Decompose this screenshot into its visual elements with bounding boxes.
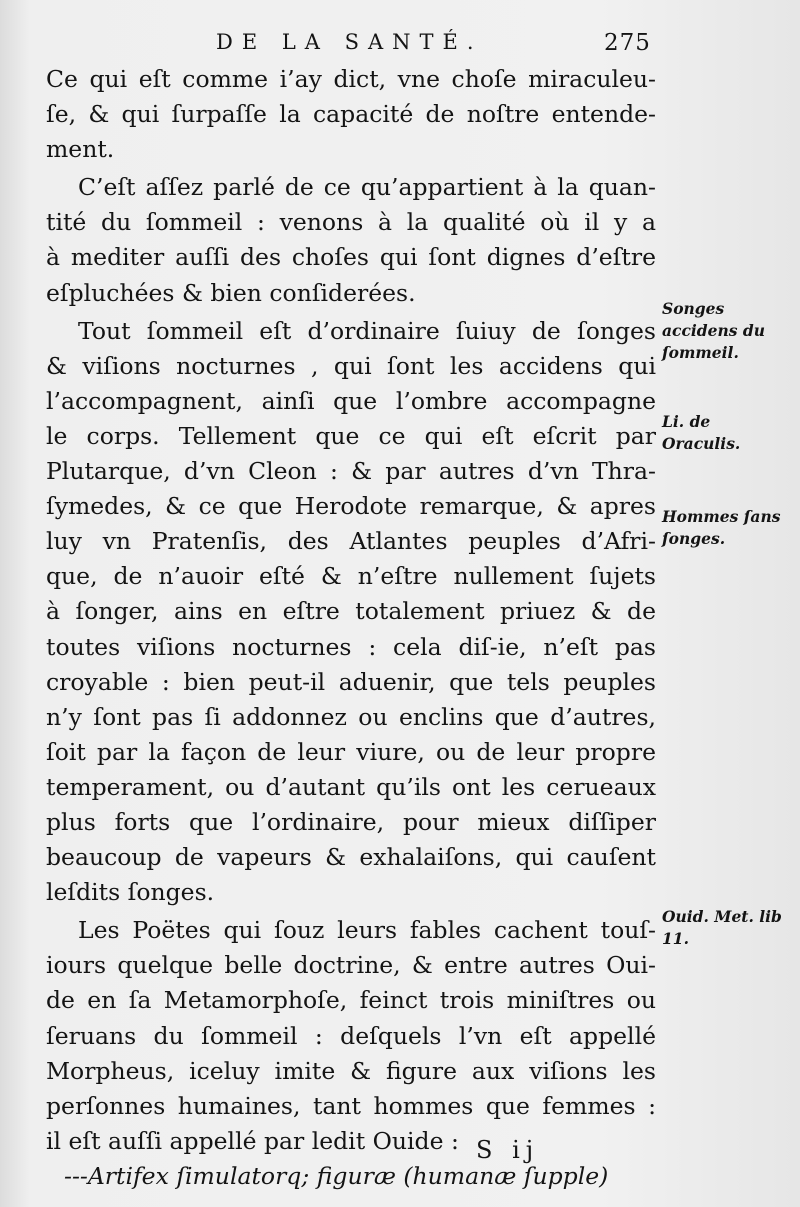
text-line: l’accompagnent, ainſi que l’ombre accompagne (46, 386, 656, 415)
text-line: toutes viſions nocturnes : cela diſ-ie, n’eſt pas (46, 632, 656, 661)
text-line: que, de n’auoir eſté & n’eſtre nullement ſujets (46, 562, 656, 591)
text-line: C’eſt aſſez parlé de ce qu’appartient à la quan- (78, 173, 656, 202)
text-line: & viſions nocturnes , qui ſont les accidens qui (46, 351, 656, 380)
text-line: n’y ſont pas ſi addonnez ou enclins que d’autres, (46, 702, 656, 731)
text-line: iours quelque belle doctrine, & entre autres Oui- (46, 951, 656, 980)
text-line: luy vn Pratenſis, des Atlantes peuples d’Afri- (46, 527, 656, 556)
text-line: ſe, & qui ſurpaſſe la capacité de noſtre entende- (46, 100, 656, 129)
text-line: ſeruans du ſommeil : deſquels l’vn eſt appellé (46, 1021, 656, 1050)
text-line: temperament, ou d’autant qu’ils ont les cerueaux (46, 772, 656, 801)
text-line: Tout ſommeil eſt d’ordinaire ſuiuy de ſonges (78, 316, 656, 345)
signature-mark: S ij (476, 1136, 540, 1164)
running-head: DE LA SANTÉ. (216, 30, 483, 54)
text-line: plus forts que l’ordinaire, pour mieux diſſiper (46, 807, 656, 836)
text-line: perſonnes humaines, tant hommes que femmes : (46, 1091, 656, 1120)
margin-note-songes: Songes accidens du ſommeil. (662, 299, 766, 362)
text-line: le corps. Tellement que ce qui eſt eſcrit par (46, 421, 656, 450)
text-line: de en ſa Metamorphoſe, feinct trois miniſtres ou (46, 986, 656, 1015)
text-line: il eſt auſſi appellé par ledit Ouide : (46, 1126, 459, 1155)
text-line: beaucoup de vapeurs & exhalaiſons, qui cauſent (46, 843, 656, 872)
body-text (46, 62, 656, 1194)
text-line: eſpluchées & bien conſiderées. (46, 278, 416, 307)
text-line: à mediter auſſi des choſes qui ſont dignes d’eſtre (46, 243, 656, 272)
text-line: Les Poëtes qui ſouz leurs fables cachent touſ- (78, 916, 656, 945)
text-line: croyable : bien peut-il aduenir, que tels peuples (46, 667, 656, 696)
text-line: à ſonger, ains en eſtre totalement priuez & de (46, 597, 656, 626)
text-line: ment. (46, 135, 115, 164)
margin-note-hommes: Hommes ſans ſonges. (662, 507, 781, 548)
text-line: Morpheus, iceluy imite & figure aux viſions les (46, 1056, 656, 1085)
text-line: leſdits ſonges. (46, 878, 215, 907)
text-line: Plutarque, d’vn Cleon : & par autres d’vn Thra- (46, 457, 656, 486)
text-line: tité du ſommeil : venons à la qualité où il y a (46, 208, 656, 237)
page-number: 275 (604, 30, 651, 56)
text-line: Ce qui eſt comme i’ay dict, vne choſe miraculeu- (46, 65, 656, 93)
verse-quotation: ---Artifex ſimulatorq; figuræ (humanæ ſupple) (64, 1161, 609, 1190)
margin-note-oraculis: Li. de Oraculis. (662, 412, 741, 453)
margin-note-ouide: Ouid. Met. lib 11. (662, 907, 782, 948)
text-line: ſoit par la façon de leur viure, ou de leur propre (46, 737, 656, 766)
text-line: ſymedes, & ce que Herodote remarque, & apres (46, 492, 656, 521)
